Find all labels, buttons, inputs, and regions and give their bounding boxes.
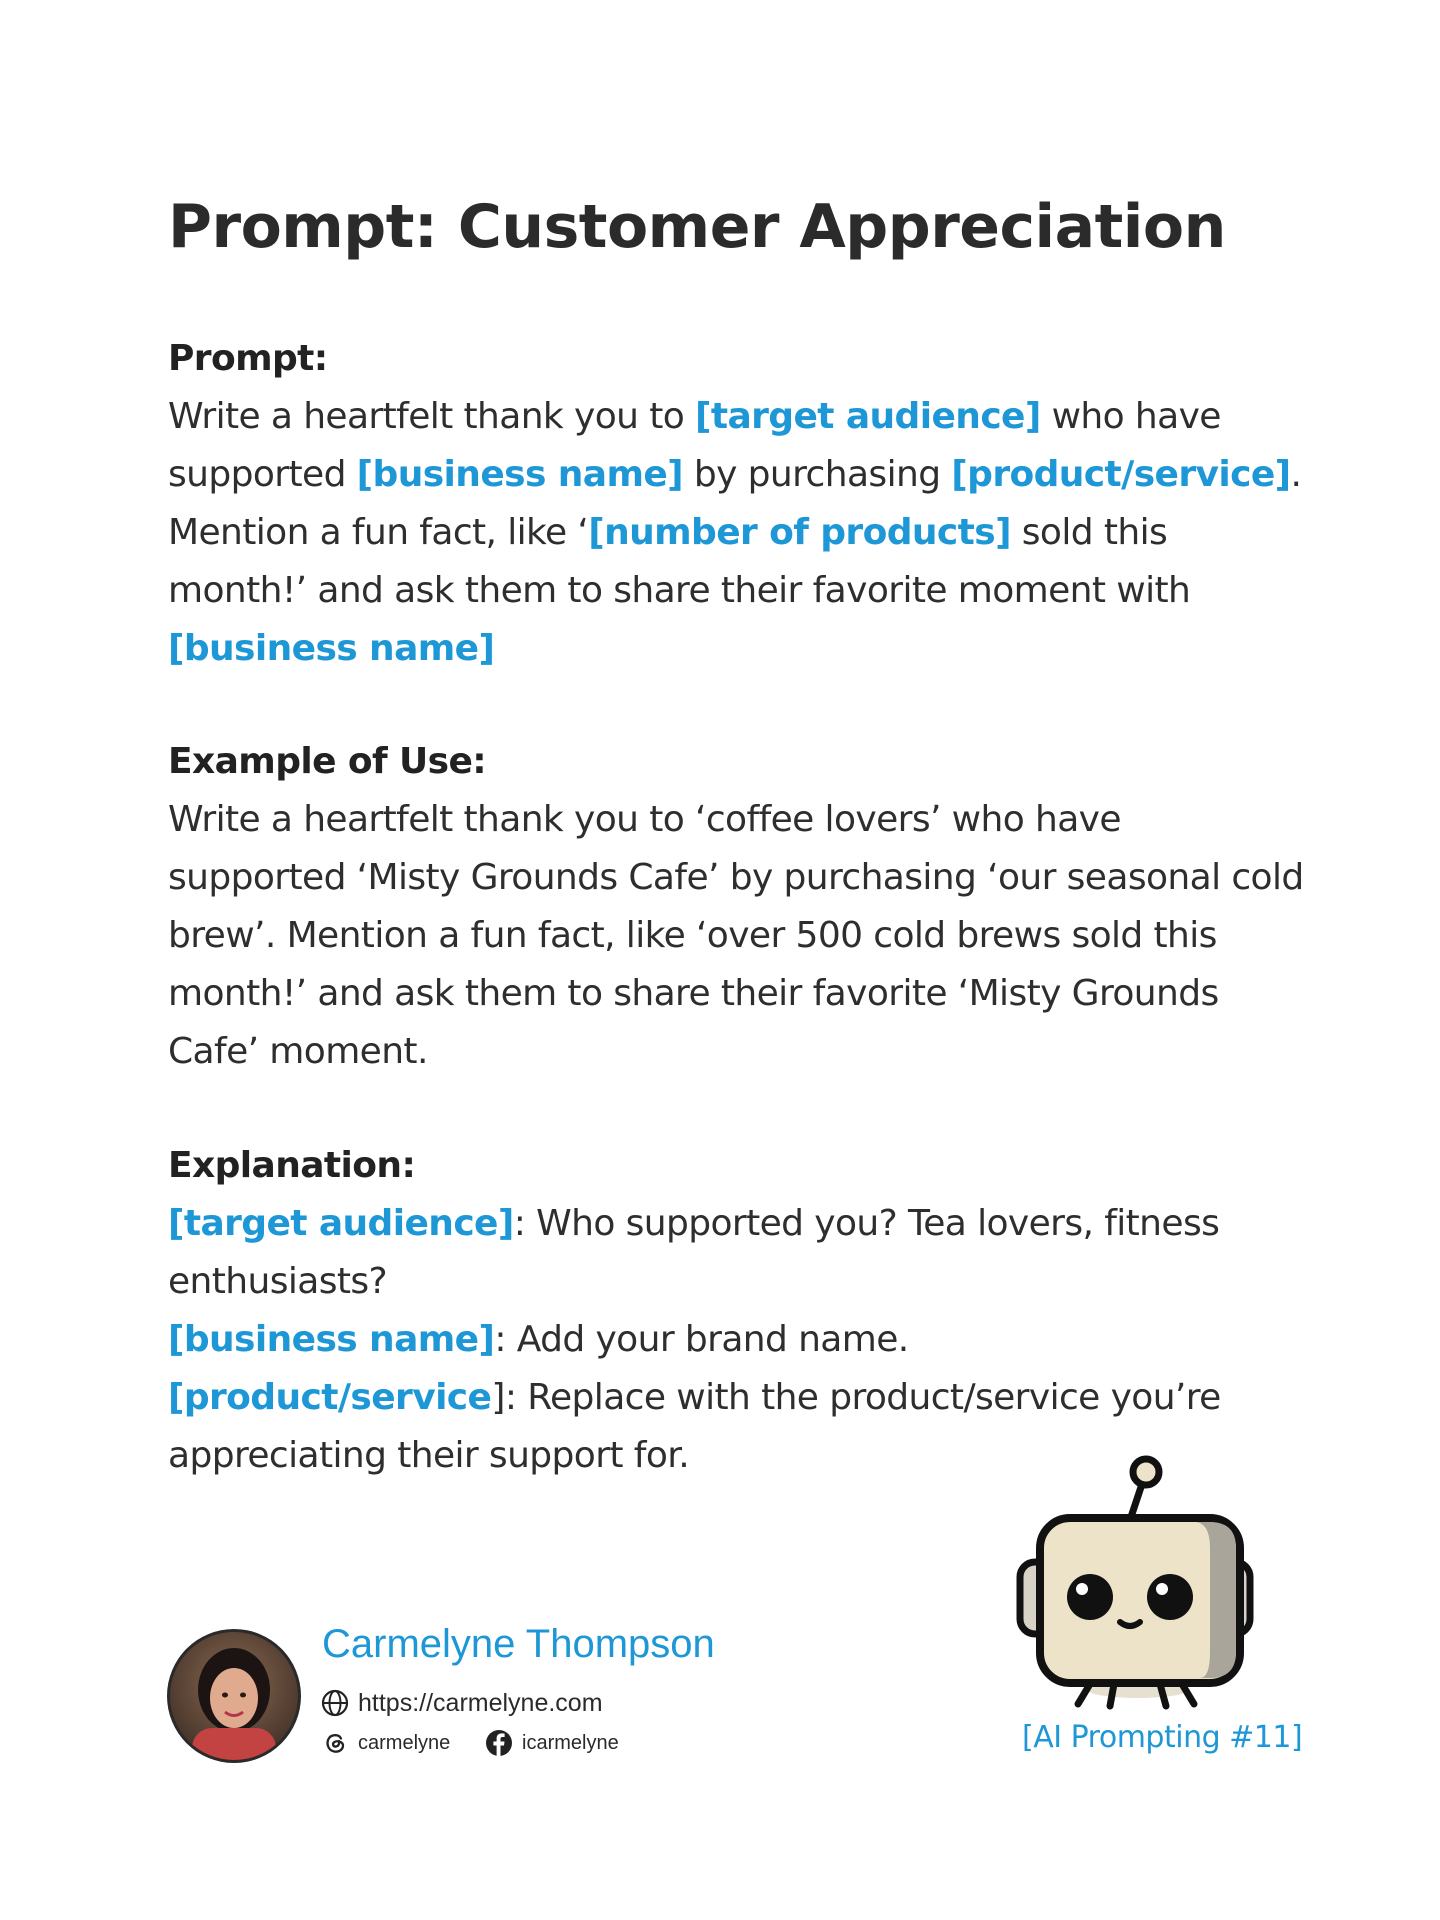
explanation-heading: Explanation: — [168, 1145, 416, 1186]
series-tag: [AI Prompting #11] — [1022, 1720, 1303, 1755]
example-heading: Example of Use: — [168, 741, 487, 782]
prompt-text-part: Write a heartfelt thank you to — [168, 396, 695, 437]
placeholder-business-name: [business name] — [168, 628, 495, 669]
explanation-item-bracket: ] — [491, 1377, 505, 1418]
threads-icon — [320, 1728, 350, 1758]
explanation-item-text: : Add your brand name. — [494, 1319, 909, 1360]
avatar-photo — [170, 1632, 298, 1760]
explanation-item-text: : Replace with the product/service you’re appreciating their support for. — [168, 1377, 1221, 1476]
page-title: Prompt: Customer Appreciation — [168, 192, 1226, 262]
facebook-icon — [484, 1728, 514, 1758]
website-url: https://carmelyne.com — [358, 1688, 603, 1717]
prompt-text-part: . Mention a fun fact, like ‘ — [168, 454, 1302, 553]
example-text: Write a heartfelt thank you to ‘coffee lovers’ who have supported ‘Misty Grounds Cafe’ by purchasing ‘our seasonal cold brew’. Mention a fun fact, like ‘over 500 cold brews sold this month!’ and ask them to share their favorite ‘Misty Grounds Cafe’ moment. — [168, 799, 1304, 1072]
website-link[interactable] — [320, 1688, 603, 1718]
prompt-text-part: sold this month!’ and ask them to share their favorite moment with — [168, 512, 1191, 611]
explanation-item — [168, 1311, 1308, 1369]
prompt-section — [168, 330, 1308, 678]
author-name[interactable]: Carmelyne Thompson — [322, 1622, 715, 1666]
facebook-handle: icarmelyne — [522, 1731, 619, 1754]
facebook-link[interactable] — [484, 1728, 619, 1758]
placeholder-business-name: [business name] — [168, 1319, 495, 1360]
prompt-text-part: by purchasing — [683, 454, 952, 495]
placeholder-business-name: [business name] — [356, 454, 684, 495]
prompt-text-part: who have supported — [168, 396, 1221, 495]
explanation-item — [168, 1195, 1308, 1311]
placeholder-number-of-products: [number of products] — [588, 512, 1011, 553]
prompt-text — [168, 388, 1308, 678]
globe-icon — [320, 1688, 350, 1718]
threads-link[interactable] — [320, 1728, 450, 1758]
prompt-heading: Prompt: — [168, 338, 328, 379]
robot-mascot-icon — [1010, 1452, 1270, 1712]
placeholder-product-service: [product/service — [168, 1377, 492, 1418]
placeholder-target-audience: [target audience] — [695, 396, 1041, 437]
robot-mascot — [1010, 1452, 1270, 1712]
avatar — [170, 1632, 298, 1760]
explanation-item-text: : Who supported you? Tea lovers, fitness enthusiasts? — [168, 1203, 1220, 1302]
example-section — [168, 733, 1308, 1081]
threads-handle: carmelyne — [358, 1731, 451, 1754]
placeholder-target-audience: [target audience] — [168, 1203, 514, 1244]
explanation-section — [168, 1137, 1308, 1485]
placeholder-product-service: [product/service] — [951, 454, 1291, 495]
